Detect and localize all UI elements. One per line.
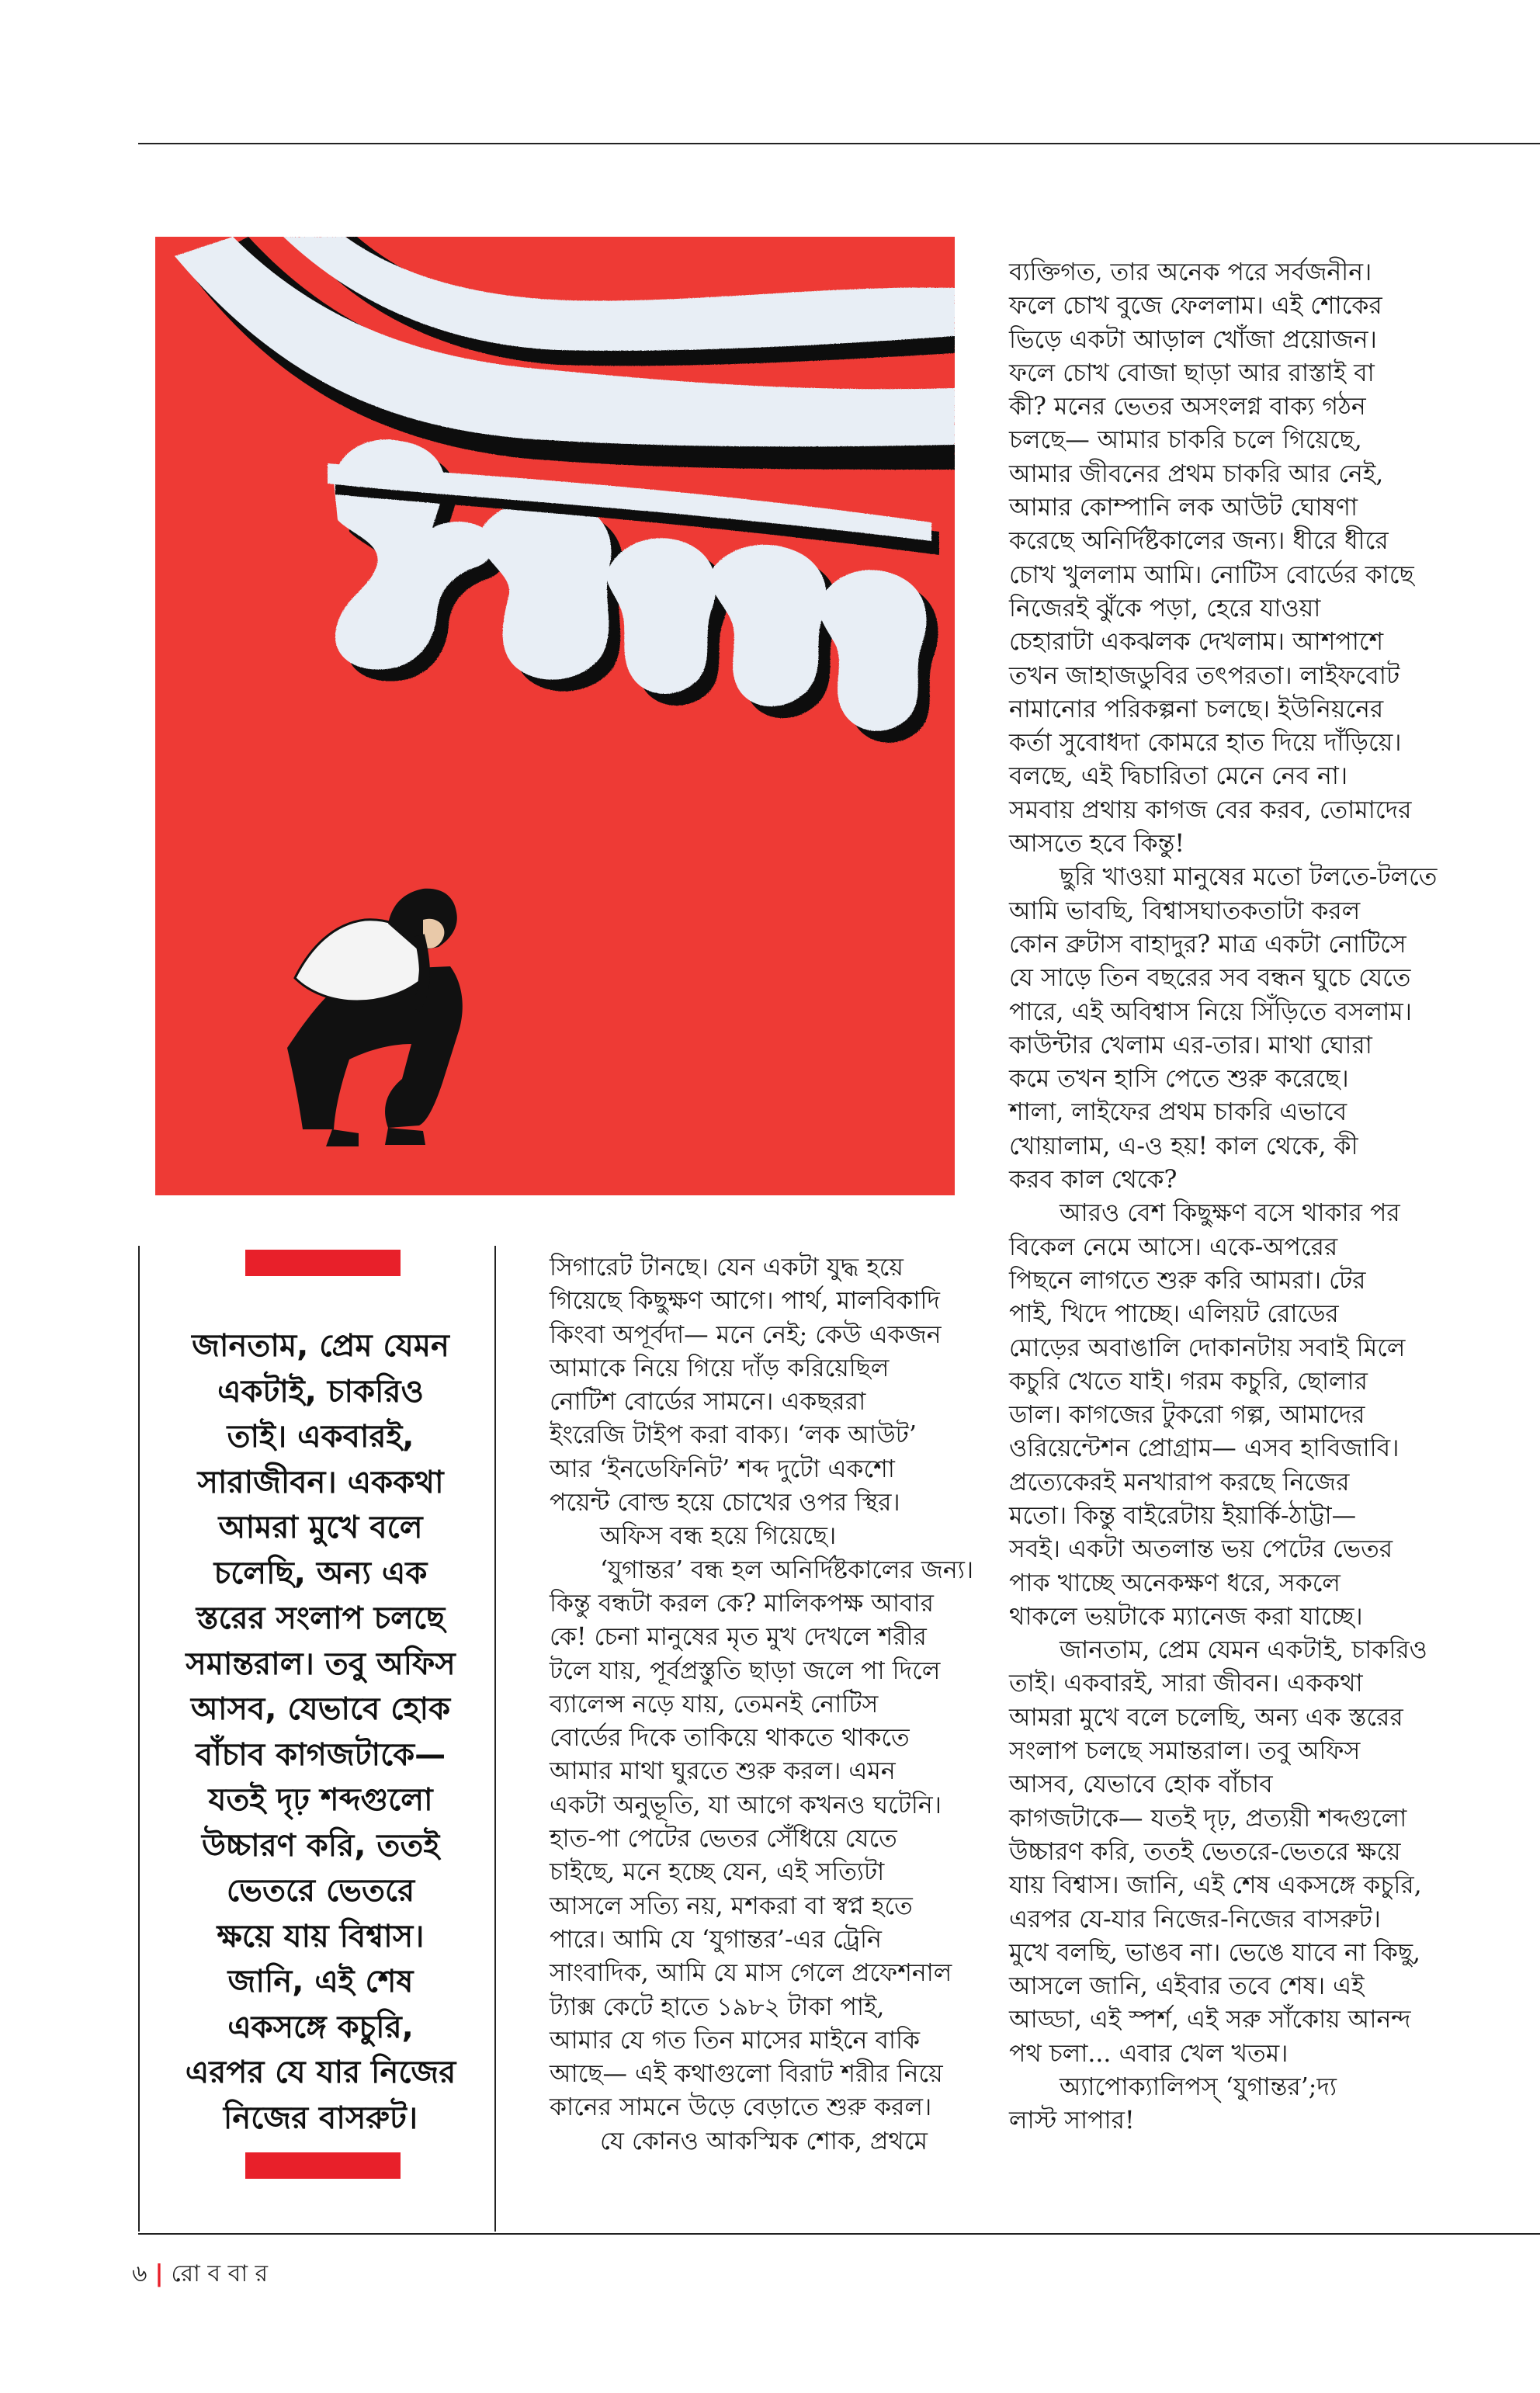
article-line: কিংবা অপূর্বদা— মনে নেই; কেউ একজন	[550, 1320, 942, 1349]
page-number: ৬	[132, 2260, 147, 2287]
pull-quote-top-bar	[245, 1250, 401, 1276]
pull-quote-bottom-bar	[245, 2152, 401, 2179]
article-line: একটা অনুভূতি, যা আগে কখনও ঘটেনি।	[550, 1791, 942, 1819]
article-line: নোটিশ বোর্ডের সামনে। একছররা	[550, 1388, 866, 1417]
pull-quote-line: উচ্চারণ করি, ততই	[201, 1827, 440, 1864]
pull-quote	[154, 1323, 487, 2141]
poster-artwork	[155, 237, 955, 1195]
article-line: কে! চেনা মানুষের মৃত মুখ দেখলে শরীর	[550, 1623, 927, 1652]
article-line: পারে, এই অবিশ্বাস নিয়ে সিঁড়িতে বসলাম।	[1009, 997, 1413, 1026]
article-line: করব কাল থেকে?	[1009, 1166, 1178, 1195]
article-line: পাক খাচ্ছে অনেকক্ষণ ধরে, সকলে	[1009, 1569, 1341, 1597]
article-line: চলছে— আমার চাকরি চলে গিয়েছে,	[1009, 426, 1362, 455]
article-line: আর ‘ইনডেফিনিট’ শব্দ দুটো একশো	[550, 1455, 895, 1483]
article-line: আসব, যেভাবে হোক বাঁচাব	[1009, 1770, 1273, 1799]
pull-quote-line: আমরা মুখে বলে	[218, 1510, 423, 1545]
article-line: মুখে বলছি, ভাঙব না। ভেঙে যাবে না কিছু,	[1009, 1938, 1421, 1967]
article-line: ইংরেজি টাইপ করা বাক্য। ‘লক আউট’	[550, 1421, 917, 1450]
article-column-middle	[550, 1251, 992, 2159]
article-line: সিগারেট টানছে। যেন একটা যুদ্ধ হয়ে	[550, 1254, 904, 1281]
pull-quote-line: যতই দৃঢ় শব্দগুলো	[208, 1782, 433, 1818]
article-line: যে সাড়ে তিন বছরের সব বন্ধন ঘুচে যেতে	[1009, 964, 1411, 993]
top-rule	[138, 143, 1540, 144]
pull-quote-line: আসব, যেভাবে হোক	[190, 1691, 451, 1727]
article-line: কানের সামনে উড়ে বেড়াতে শুরু করল।	[550, 2093, 932, 2122]
article-line: কমে তখন হাসি পেতে শুরু করেছে।	[1009, 1065, 1349, 1094]
article-line: আমরা মুখে বলে চলেছি, অন্য এক স্তরের	[1009, 1703, 1403, 1732]
article-line: আরও বেশ কিছুক্ষণ বসে থাকার পর	[1060, 1199, 1400, 1228]
pull-quote-line: স্তরের সংলাপ চলছে	[196, 1601, 446, 1636]
article-line: তখন জাহাজডুবির তৎপরতা। লাইফবোট	[1009, 661, 1400, 690]
article-line: মোড়ের অবাঙালি দোকানটায় সবাই মিলে	[1009, 1333, 1406, 1362]
pull-quote-line: সারাজীবন। এককথা	[197, 1464, 444, 1500]
article-line: খোয়ালাম, এ-ও হয়! কাল থেকে, কী	[1009, 1132, 1358, 1160]
article-line: বোর্ডের দিকে তাকিয়ে থাকতে থাকতে	[550, 1724, 910, 1753]
article-line: চোখ খুললাম আমি। নোটিস বোর্ডের কাছে	[1009, 560, 1414, 589]
article-line: আমাকে নিয়ে গিয়ে দাঁড় করিয়েছিল	[550, 1354, 890, 1382]
article-line: ফলে চোখ বুজে ফেললাম। এই শোকের	[1009, 292, 1382, 321]
article-line: আছে— এই কথাগুলো বিরাট শরীর নিয়ে	[550, 2060, 943, 2089]
article-line: ব্যালেন্স নড়ে যায়, তেমনই নোটিস	[550, 1690, 879, 1718]
article-line: নামানোর পরিকল্পনা চলছে। ইউনিয়নের	[1009, 695, 1384, 723]
article-line: লাস্ট সাপার!	[1009, 2107, 1135, 2135]
article-line: উচ্চারণ করি, ততই ভেতরে-ভেতরে ক্ষয়ে	[1009, 1837, 1401, 1866]
pull-quote-divider	[494, 1246, 496, 2232]
article-line: কর্তা সুবোধদা কোমরে হাত দিয়ে দাঁড়িয়ে।	[1009, 729, 1402, 758]
article-line: সাংবাদিক, আমি যে মাস গেলে প্রফেশনাল	[550, 1959, 952, 1988]
article-line: মতো। কিন্তু বাইরেটায় ইয়ার্কি-ঠাট্টা—	[1009, 1501, 1357, 1530]
article-line: ট্যাক্স কেটে হাতে ১৯৮২ টাকা পাই,	[550, 1992, 885, 2021]
article-line: আসলে জানি, এইবার তবে শেষ। এই	[1009, 1972, 1365, 2001]
article-line: সংলাপ চলছে সমান্তরাল। তবু অফিস	[1009, 1737, 1361, 1766]
pull-quote-line: চলেছি, অন্য এক	[213, 1555, 428, 1591]
pull-quote-line: জানি, এই শেষ	[227, 1964, 414, 1999]
article-line: ভিড়ে একটা আড়াল খোঁজা প্রয়োজন।	[1009, 325, 1377, 354]
pull-quote-line: এরপর যে যার নিজের	[185, 2055, 456, 2090]
article-line: থাকলে ভয়টাকে ম্যানেজ করা যাচ্ছে।	[1009, 1602, 1363, 1631]
article-line: আমার জীবনের প্রথম চাকরি আর নেই,	[1009, 460, 1384, 488]
article-line: কিন্তু বন্ধটা করল কে? মালিকপক্ষ আবার	[550, 1589, 934, 1618]
article-line: পারে। আমি যে ‘যুগান্তর’-এর ট্রেনি	[550, 1925, 882, 1954]
article-line: আড্ডা, এই স্পর্শ, এই সরু সাঁকোয় আনন্দ	[1009, 2006, 1411, 2034]
article-line: টলে যায়, পূর্বপ্রস্তুতি ছাড়া জলে পা দিলে	[550, 1656, 941, 1685]
article-line: আমার কোম্পানি লক আউট ঘোষণা	[1009, 494, 1358, 522]
pull-quote-line: তাই। একবারই,	[227, 1419, 414, 1455]
article-column-right	[1009, 256, 1521, 2138]
article-line: ওরিয়েন্টেশন প্রোগ্রাম— এসব হাবিজাবি।	[1009, 1434, 1400, 1463]
pull-quote-line: একসঙ্গে কচুরি,	[227, 2009, 414, 2045]
article-line: কোন ব্রুটাস বাহাদুর? মাত্র একটা নোটিসে	[1009, 930, 1406, 959]
article-line: আসতে হবে কিন্তু!	[1009, 830, 1185, 858]
article-line: জানতাম, প্রেম যেমন একটাই, চাকরিও	[1060, 1636, 1427, 1665]
article-line: কচুরি খেতে যাই। গরম কচুরি, ছোলার	[1009, 1367, 1368, 1396]
article-line: ছুরি খাওয়া মানুষের মতো টলতে-টলতে	[1060, 863, 1438, 892]
article-line: চাইছে, মনে হচ্ছে যেন, এই সত্যিটা	[550, 1858, 885, 1887]
article-line: পথ চলা... এবার খেল খতম।	[1009, 2039, 1289, 2068]
article-line: পয়েন্ট বোল্ড হয়ে চোখের ওপর স্থির।	[550, 1489, 900, 1517]
article-line: গিয়েছে কিছুক্ষণ আগে। পার্থ, মালবিকাদি	[550, 1287, 940, 1316]
article-line: তাই। একবারই, সারা জীবন। এককথা	[1009, 1670, 1363, 1698]
article-line: আসলে সত্যি নয়, মশকরা বা স্বপ্ন হতে	[550, 1892, 913, 1920]
pull-quote-line: জানতাম, প্রেম যেমন	[192, 1328, 449, 1364]
article-line: চেহারাটা একঝলক দেখলাম। আশপাশে	[1009, 628, 1384, 657]
article-line: সমবায় প্রথায় কাগজ বের করব, তোমাদের	[1009, 796, 1412, 824]
article-line: বিকেল নেমে আসে। একে-অপরের	[1009, 1233, 1338, 1261]
pull-quote-line: বাঁচাব কাগজটাকে—	[195, 1736, 446, 1773]
article-line: শালা, লাইফের প্রথম চাকরি এভাবে	[1009, 1098, 1348, 1127]
footer-separator: |	[154, 2260, 164, 2287]
article-line: হাত-পা পেটের ভেতর সেঁধিয়ে যেতে	[550, 1825, 897, 1854]
article-line: এরপর যে-যার নিজের-নিজের বাসরুট।	[1009, 1905, 1381, 1933]
article-line: ব্যক্তিগত, তার অনেক পরে সর্বজনীন।	[1009, 258, 1372, 286]
article-line: করেছে অনির্দিষ্টকালের জন্য। ধীরে ধীরে	[1009, 527, 1389, 556]
article-line: আমি ভাবছি, বিশ্বাসঘাতকতাটা করল	[1009, 897, 1361, 925]
article-line: যে কোনও আকস্মিক শোক, প্রথমে	[600, 2127, 928, 2155]
bottom-rule	[138, 2233, 1540, 2235]
pull-quote-line: সমান্তরাল। তবু অফিস	[186, 1646, 456, 1682]
article-line: পিছনে লাগতে শুরু করি আমরা। টের	[1009, 1266, 1366, 1295]
article-line: আমার মাথা ঘুরতে শুরু করল। এমন	[550, 1757, 896, 1786]
poster-illustration	[155, 237, 955, 1195]
left-column-rule	[138, 1246, 140, 2232]
article-line: কাগজটাকে— যতই দৃঢ়, প্রত্যয়ী শব্দগুলো	[1009, 1804, 1407, 1833]
section-name: রো ব বা র	[171, 2260, 269, 2287]
article-line: ডাল। কাগজের টুকরো গল্প, আমাদের	[1009, 1401, 1365, 1430]
article-line: প্রত্যেকেরই মনখারাপ করছে নিজের	[1009, 1468, 1350, 1496]
article-line: ‘যুগান্তর’ বন্ধ হল অনির্দিষ্টকালের জন্য।	[600, 1555, 974, 1584]
article-line: কাউন্টার খেলাম এর-তার। মাথা ঘোরা	[1009, 1031, 1372, 1060]
article-line: অফিস বন্ধ হয়ে গিয়েছে।	[600, 1522, 837, 1551]
pull-quote-line: নিজের বাসরুট।	[223, 2100, 418, 2136]
pull-quote-line: একটাই, চাকরিও	[217, 1373, 424, 1410]
article-line: সবই। একটা অতলান্ত ভয় পেটের ভেতর	[1009, 1535, 1393, 1564]
pull-quote-line: ক্ষয়ে যায় বিশ্বাস।	[217, 1918, 425, 1954]
article-line: অ্যাপোক্যালিপস্ ‘যুগান্তর’;দ্য	[1060, 2073, 1337, 2102]
article-line: পাই, খিদে পাচ্ছে। এলিয়ট রোডের	[1009, 1300, 1339, 1329]
article-line: কী? মনের ভেতর অসংলগ্ন বাক্য গঠন	[1009, 393, 1366, 421]
article-line: ফলে চোখ বোজা ছাড়া আর রাস্তাই বা	[1009, 359, 1375, 387]
article-line: যায় বিশ্বাস। জানি, এই শেষ একসঙ্গে কচুরি,	[1009, 1871, 1422, 1900]
article-line: নিজেরই ঝুঁকে পড়া, হেরে যাওয়া	[1009, 594, 1321, 623]
pull-quote-line: ভেতরে ভেতরে	[226, 1873, 415, 1909]
article-line: আমার যে গত তিন মাসের মাইনে বাকি	[550, 2026, 921, 2055]
article-line: বলছে, এই দ্বিচারিতা মেনে নেব না।	[1009, 762, 1348, 791]
page-footer	[132, 2255, 268, 2294]
